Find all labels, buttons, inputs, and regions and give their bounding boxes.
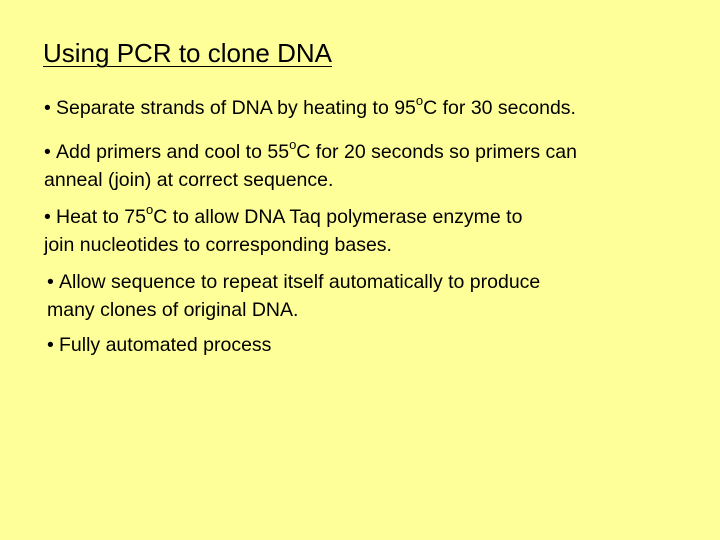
bullet-line <box>44 138 577 166</box>
bullet-add-primers <box>44 138 577 194</box>
bullet-text: Heat to 75 <box>56 206 146 228</box>
degree-symbol: o <box>145 202 154 217</box>
slide-title: Using PCR to clone DNA <box>43 38 332 68</box>
bullet-continuation: many clones of original DNA. <box>47 299 299 321</box>
bullet-continuation: join nucleotides to corresponding bases. <box>44 234 392 256</box>
bullet-text: Fully automated process <box>59 334 272 356</box>
bullet-line <box>47 268 540 296</box>
bullet-dot: • <box>44 141 51 163</box>
bullet-repeat-sequence <box>47 268 540 324</box>
bullet-dot: • <box>44 97 51 119</box>
bullet-text: Separate strands of DNA by heating to 95 <box>56 97 416 119</box>
degree-symbol: o <box>289 137 297 152</box>
bullet-line <box>44 203 522 231</box>
bullet-heat <box>44 203 522 259</box>
bullet-text-end: C for 30 seconds. <box>423 97 576 119</box>
bullet-text: Add primers and cool to 55 <box>56 141 290 163</box>
bullet-fully-automated <box>47 331 271 359</box>
bullet-text-end: C to allow DNA Taq polymerase enzyme to <box>153 206 523 228</box>
bullet-dot: • <box>47 271 54 293</box>
bullet-separate-strands <box>44 94 576 122</box>
bullet-dot: • <box>47 334 54 356</box>
bullet-continuation: anneal (join) at correct sequence. <box>44 169 334 191</box>
bullet-text: Allow sequence to repeat itself automatically to produce <box>59 271 541 293</box>
bullet-dot: • <box>44 206 51 228</box>
bullet-text-end: C for 20 seconds so primers can <box>296 141 577 163</box>
degree-symbol: o <box>415 93 424 108</box>
